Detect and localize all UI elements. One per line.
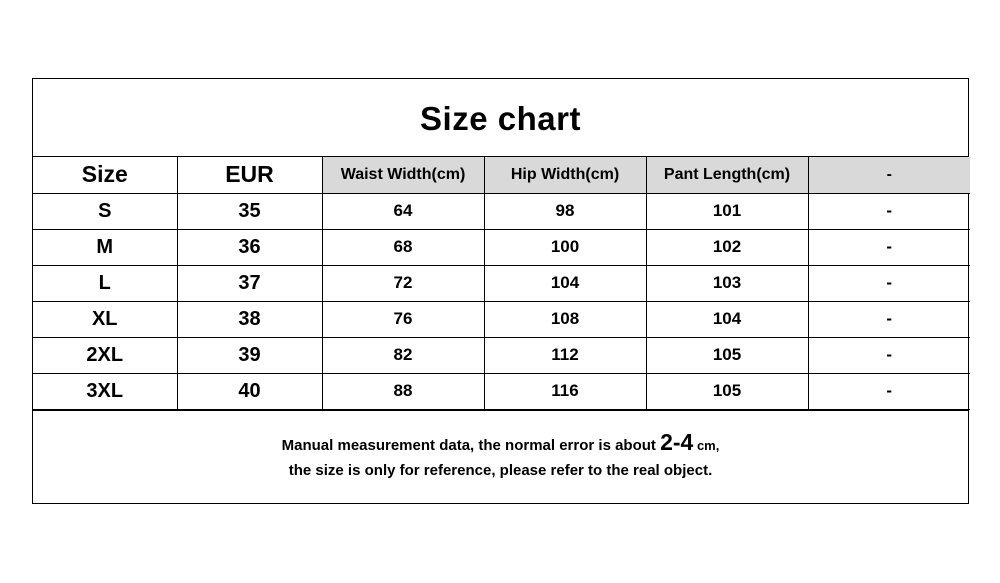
cell-blank: -	[808, 229, 970, 265]
cell-hip-width: 98	[484, 193, 646, 229]
cell-hip-width: 100	[484, 229, 646, 265]
cell-size: 3XL	[33, 373, 177, 409]
table-row	[33, 373, 970, 409]
note-unit: cm,	[693, 438, 720, 453]
table-row	[33, 229, 970, 265]
header-size: Size	[33, 157, 177, 193]
measurement-note	[33, 410, 968, 499]
header-pant-length: Pant Length(cm)	[646, 157, 808, 193]
cell-pant-length: 105	[646, 337, 808, 373]
table-body	[33, 193, 970, 409]
cell-blank: -	[808, 337, 970, 373]
header-eur: EUR	[177, 157, 322, 193]
cell-waist-width: 88	[322, 373, 484, 409]
cell-eur: 35	[177, 193, 322, 229]
cell-waist-width: 64	[322, 193, 484, 229]
chart-title: Size chart	[420, 99, 581, 137]
header-blank: -	[808, 157, 970, 193]
table-row	[33, 193, 970, 229]
cell-size: L	[33, 265, 177, 301]
cell-pant-length: 101	[646, 193, 808, 229]
table-row	[33, 301, 970, 337]
table-row	[33, 337, 970, 373]
cell-blank: -	[808, 373, 970, 409]
cell-hip-width: 116	[484, 373, 646, 409]
cell-eur: 40	[177, 373, 322, 409]
size-table	[33, 157, 970, 410]
note-line-1-text: Manual measurement data, the normal error is about	[281, 437, 661, 454]
table-row	[33, 265, 970, 301]
cell-waist-width: 82	[322, 337, 484, 373]
header-waist-width: Waist Width(cm)	[322, 157, 484, 193]
cell-waist-width: 72	[322, 265, 484, 301]
cell-waist-width: 76	[322, 301, 484, 337]
cell-hip-width: 104	[484, 265, 646, 301]
title-row	[33, 79, 968, 157]
cell-hip-width: 108	[484, 301, 646, 337]
header-hip-width: Hip Width(cm)	[484, 157, 646, 193]
cell-blank: -	[808, 301, 970, 337]
cell-size: S	[33, 193, 177, 229]
cell-blank: -	[808, 193, 970, 229]
cell-size: 2XL	[33, 337, 177, 373]
cell-pant-length: 104	[646, 301, 808, 337]
cell-pant-length: 105	[646, 373, 808, 409]
cell-blank: -	[808, 265, 970, 301]
cell-waist-width: 68	[322, 229, 484, 265]
cell-eur: 39	[177, 337, 322, 373]
cell-pant-length: 102	[646, 229, 808, 265]
cell-eur: 37	[177, 265, 322, 301]
cell-pant-length: 103	[646, 265, 808, 301]
cell-eur: 36	[177, 229, 322, 265]
size-chart	[32, 78, 969, 504]
cell-size: M	[33, 229, 177, 265]
cell-size: XL	[33, 301, 177, 337]
header-row	[33, 157, 970, 193]
note-line-1	[282, 430, 720, 458]
cell-hip-width: 112	[484, 337, 646, 373]
note-error-range: 2-4	[660, 429, 694, 455]
note-line-2: the size is only for reference, please refer to the real object.	[288, 462, 713, 479]
cell-eur: 38	[177, 301, 322, 337]
